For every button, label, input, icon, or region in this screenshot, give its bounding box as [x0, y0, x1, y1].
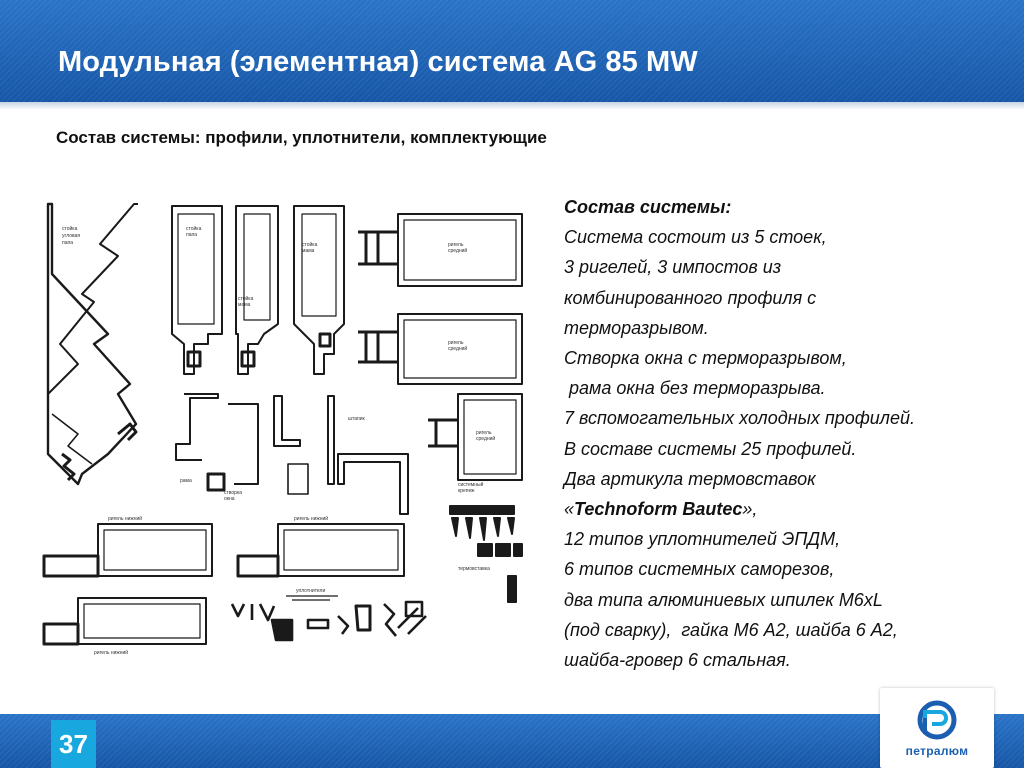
label-shtapik: штапик — [348, 416, 365, 422]
description-line: 3 ригелей, 3 импостов из — [564, 257, 782, 278]
description-line: 7 вспомогательных холодных профилей. — [564, 408, 915, 429]
label-screws-2: крепеж — [458, 488, 475, 494]
label-post-papa-1: стойка — [186, 226, 202, 232]
screws-drawing — [450, 506, 522, 602]
header-bar — [0, 0, 1024, 102]
corner-post-drawing — [48, 204, 138, 484]
label-rigel-1a: ригель — [448, 242, 464, 248]
description-line: Два артикула термовставок — [564, 468, 816, 489]
header-shadow — [0, 102, 1024, 110]
window-profiles-drawing — [176, 394, 408, 514]
description-line: (под сварку), гайка М6 А2, шайба 6 А2, — [564, 619, 898, 640]
post-mama-drawing — [294, 206, 344, 374]
logo-mark-icon — [880, 688, 994, 744]
label-rigel-bottom-3: ригель нижний — [94, 650, 129, 656]
label-post-mama-2a: стойка — [302, 242, 318, 248]
profiles-drawing — [38, 184, 528, 664]
description-line: 6 типов системных саморезов, — [564, 559, 835, 580]
label-post-papa-2: папа — [186, 232, 197, 238]
label-post-mama-1b: мама — [238, 302, 251, 308]
rigel-middle-drawing — [358, 214, 522, 480]
logo-text: петралюм — [905, 744, 969, 758]
footer-bar — [0, 714, 1024, 768]
subtitle: Состав системы: профили, уплотнители, комплектующие — [56, 128, 547, 147]
label-seals: уплотнители — [296, 588, 326, 594]
label-rigel-3b: средний — [476, 436, 496, 442]
description-line: Створка окна с терморазрывом, — [564, 348, 847, 369]
label-rigel-2a: ригель — [448, 340, 464, 346]
label-thermo: термовставка — [458, 566, 490, 572]
description-line: терморазрывом. — [564, 317, 709, 338]
label-corner-post-1: стойка — [62, 226, 78, 232]
label-corner-post-2: угловая — [62, 233, 81, 239]
label-rigel-2b: средний — [448, 346, 468, 352]
seals-drawing — [232, 596, 426, 640]
label-screws-1: системный — [458, 482, 484, 488]
label-post-mama-1a: стойка — [238, 296, 254, 302]
description-line: комбинированного профиля с — [564, 287, 817, 308]
label-frame: рама — [180, 478, 192, 484]
description-line: два типа алюминиевых шпилек М6xL — [564, 589, 883, 610]
description-brand-line: «Technoform Bautec», — [564, 499, 758, 520]
description-line: рама окна без терморазрыва. — [564, 378, 826, 399]
label-sash-1: створка — [224, 490, 243, 496]
description-heading: Состав системы: — [564, 197, 732, 217]
brand-name: Technoform Bautec — [574, 499, 743, 520]
label-rigel-1b: средний — [448, 248, 468, 254]
label-rigel-bottom-1: ригель нижний — [108, 516, 143, 522]
page-title: Модульная (элементная) система AG 85 MW — [58, 46, 698, 78]
description-line: В составе системы 25 профилей. — [564, 438, 857, 459]
page-number: 37 — [51, 720, 96, 768]
label-rigel-3a: ригель — [476, 430, 492, 436]
label-corner-post-3: папа — [62, 240, 73, 246]
label-sash-2: окна — [224, 496, 235, 502]
description — [564, 192, 1004, 675]
label-post-mama-2b: мама — [302, 248, 315, 254]
label-rigel-bottom-2: ригель нижний — [294, 516, 329, 522]
company-logo — [880, 688, 994, 768]
description-line: шайба-гровер 6 стальная. — [564, 650, 791, 671]
description-line: 12 типов уплотнителей ЭПДМ, — [564, 529, 841, 550]
description-line: Система состоит из 5 стоек, — [564, 227, 827, 248]
rigel-bottom-drawing — [44, 524, 404, 644]
